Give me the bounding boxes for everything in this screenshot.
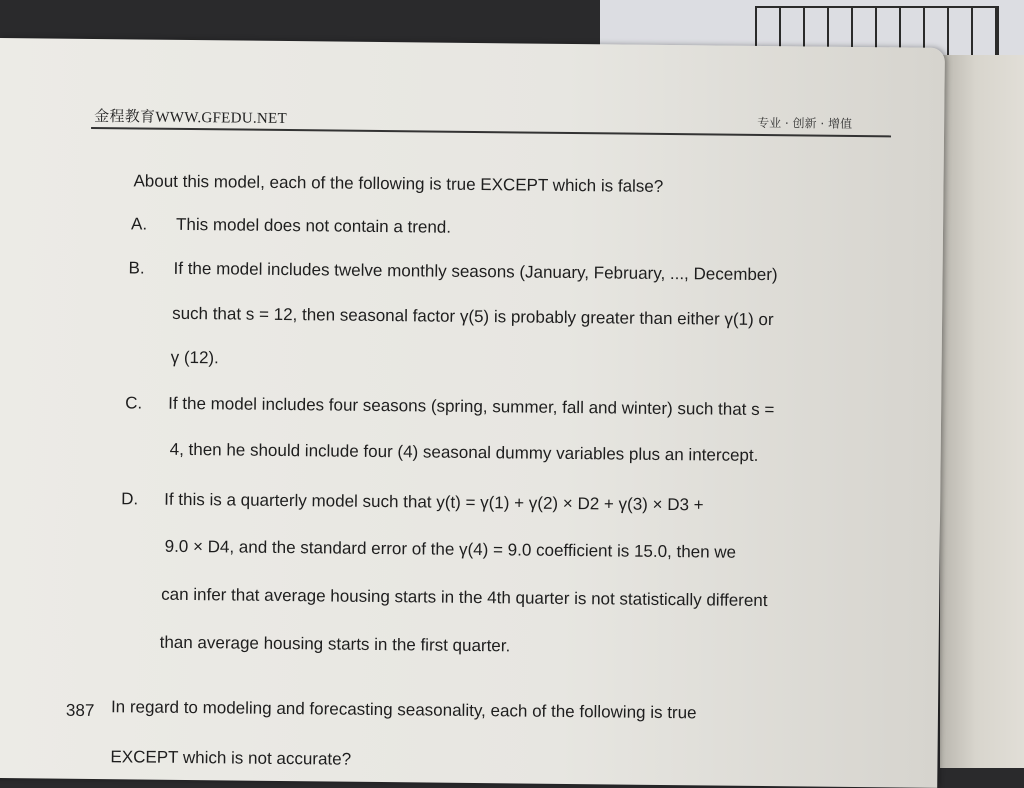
option-b-line-1: If the model includes twelve monthly seasons (January, February, ..., December) xyxy=(173,258,778,285)
option-d-letter: D. xyxy=(121,489,139,509)
option-b-letter: B. xyxy=(128,258,145,278)
next-question-line-1: In regard to modeling and forecasting seasonality, each of the following is true xyxy=(110,697,697,723)
option-b-line-2: such that s = 12, then seasonal factor γ(5) is probably greater than either γ(1) or xyxy=(172,303,774,330)
adjacent-page-edge xyxy=(940,55,1024,768)
option-a-letter: A. xyxy=(130,214,148,234)
question-stem: About this model, each of the following is true EXCEPT which is false? xyxy=(133,171,664,196)
option-c-line-1: If the model includes four seasons (spring, summer, fall and winter) such that s = xyxy=(168,393,775,420)
option-d-line-1: If this is a quarterly model such that y(t) = γ(1) + γ(2) × D2 + γ(3) × D3 + xyxy=(164,489,704,515)
option-d-line-2: 9.0 × D4, and the standard error of the γ(4) = 9.0 coefficient is 15.0, then we xyxy=(164,536,737,562)
option-b-line-3: γ (12). xyxy=(170,347,219,368)
option-a-line-1: This model does not contain a trend. xyxy=(175,214,452,237)
option-d-line-3: can infer that average housing starts in the 4th quarter is not statistically different xyxy=(161,584,768,611)
header-brand: 金程教育WWW.GFEDU.NET xyxy=(94,108,288,128)
next-question-line-2: EXCEPT which is not accurate? xyxy=(110,747,352,769)
option-d-line-4: than average housing starts in the first quarter. xyxy=(159,632,511,656)
next-question-number: 387 xyxy=(65,700,95,721)
option-c-letter: C. xyxy=(125,393,143,413)
option-c-line-2: 4, then he should include four (4) seasonal dummy variables plus an intercept. xyxy=(169,439,759,465)
book-page xyxy=(0,38,945,788)
header-slogan: 专业 · 创新 · 增值 xyxy=(757,115,853,131)
